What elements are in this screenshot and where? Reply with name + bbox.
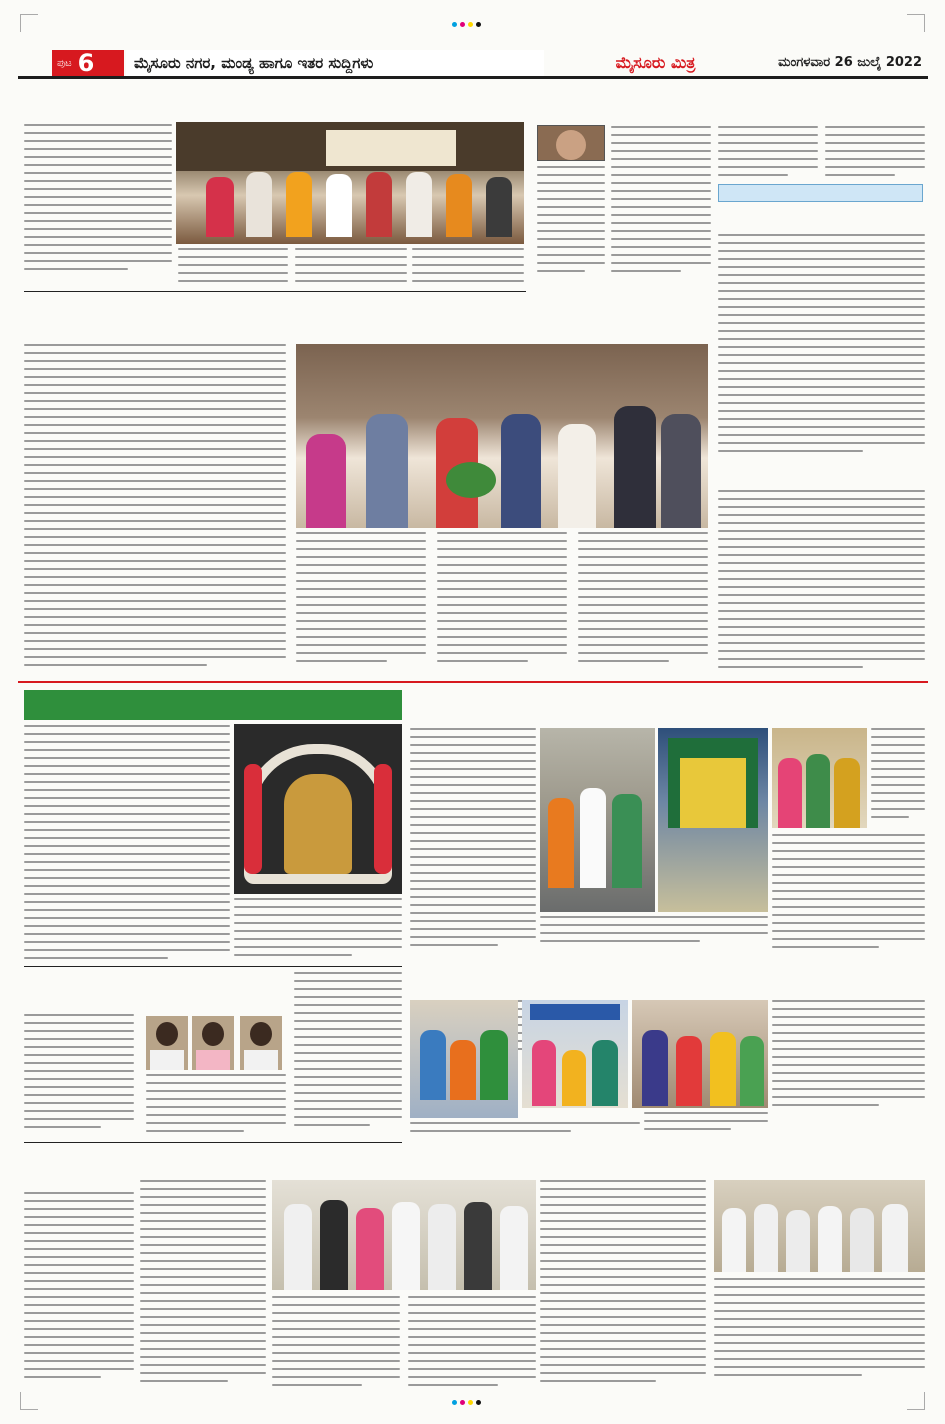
article-1-text-col-3 bbox=[295, 248, 407, 288]
article-7-text-col-2 bbox=[234, 898, 402, 962]
registration-dots bbox=[452, 22, 481, 27]
section-title: ಮೈಸೂರು ನಗರ, ಮಂಡ್ಯ ಹಾಗೂ ಇತರ ಸುದ್ದಿಗಳು bbox=[126, 50, 544, 76]
brand-logo: ಮೈಸೂರು ಮಿತ್ರ bbox=[615, 53, 696, 72]
article-8-photo-1 bbox=[540, 728, 655, 912]
article-12 bbox=[24, 1146, 134, 1188]
divider bbox=[24, 1142, 402, 1143]
crop-mark bbox=[20, 14, 38, 32]
article-1-text-col-2 bbox=[178, 248, 288, 288]
crop-mark bbox=[907, 1392, 925, 1410]
article-11-photo-3 bbox=[632, 1000, 768, 1108]
student-photo-2 bbox=[192, 1016, 234, 1070]
article-2-text-col-0 bbox=[537, 166, 605, 290]
article-11-photo-1 bbox=[410, 1000, 518, 1118]
crop-mark bbox=[20, 1392, 38, 1410]
article-headline bbox=[293, 296, 711, 338]
article-2-text-col-2 bbox=[718, 126, 818, 184]
dateline: ಮಂಗಳವಾರ 26 ಜುಲೈ 2022 bbox=[778, 55, 922, 70]
article-13-text-col-1 bbox=[140, 1180, 266, 1388]
article-8-caption bbox=[540, 916, 768, 960]
masthead bbox=[18, 47, 928, 79]
continued-banner bbox=[718, 184, 923, 202]
article-5 bbox=[293, 296, 711, 340]
article-13 bbox=[140, 1146, 536, 1176]
page-number: 6 bbox=[77, 49, 95, 77]
registration-dots bbox=[452, 1400, 481, 1405]
article-7-text-col-1 bbox=[24, 725, 230, 961]
article-14-text-col-1 bbox=[540, 1180, 706, 1388]
student-photo-3 bbox=[240, 1016, 282, 1070]
article-11-photo-2 bbox=[522, 1000, 628, 1108]
article-headline bbox=[718, 206, 925, 228]
article-8-text-col-3 bbox=[772, 834, 925, 960]
article-10-text bbox=[294, 972, 402, 1138]
article-7-banner bbox=[24, 690, 402, 720]
article-5-photo bbox=[296, 344, 708, 528]
article-14-text-col-2 bbox=[714, 1278, 925, 1388]
article-4 bbox=[24, 296, 286, 340]
article-13-photo bbox=[272, 1180, 536, 1290]
article-headline bbox=[24, 86, 526, 120]
article-headline bbox=[718, 462, 925, 484]
article-11-text-col-3 bbox=[644, 1112, 768, 1140]
article-7-photo bbox=[234, 724, 402, 894]
article-9 bbox=[24, 970, 286, 1012]
article-2-text-col-1 bbox=[611, 126, 711, 290]
article-11-caption bbox=[410, 1122, 640, 1140]
article-14 bbox=[540, 1146, 925, 1176]
article-headline bbox=[24, 970, 286, 1010]
article-1-photo bbox=[176, 122, 524, 244]
article-8-photo-3 bbox=[772, 728, 867, 828]
crop-mark bbox=[907, 14, 925, 32]
article-6 bbox=[718, 462, 925, 486]
article-13-text-col-2 bbox=[272, 1296, 400, 1388]
divider bbox=[24, 291, 526, 292]
article-8 bbox=[408, 686, 925, 724]
article-11 bbox=[410, 966, 925, 996]
article-5-text-col-2 bbox=[437, 532, 567, 674]
page-number-box bbox=[52, 50, 124, 76]
article-headline bbox=[408, 686, 925, 720]
article-8-text-col-2 bbox=[871, 728, 925, 828]
article-13-text-col-3 bbox=[408, 1296, 536, 1388]
article-headline bbox=[533, 84, 925, 124]
article-headline bbox=[410, 966, 925, 994]
article-2-portrait bbox=[537, 125, 605, 161]
article-11-text-col-2 bbox=[772, 1000, 925, 1118]
divider bbox=[24, 966, 402, 967]
article-5-text-col-3 bbox=[578, 532, 708, 674]
article-9-text-col-2 bbox=[146, 1074, 286, 1138]
article-12-text bbox=[24, 1192, 134, 1388]
article-headline bbox=[540, 1146, 925, 1174]
article-5-text-col-1 bbox=[296, 532, 426, 674]
article-8-photo-2 bbox=[658, 728, 768, 912]
section-divider bbox=[18, 681, 928, 683]
article-headline bbox=[24, 296, 286, 338]
article-6-text bbox=[718, 490, 925, 674]
article-1-text-col-4 bbox=[412, 248, 524, 288]
student-photo-1 bbox=[146, 1016, 188, 1070]
article-1-text-col-1 bbox=[24, 124, 172, 286]
page-label: ಪುಟ bbox=[57, 57, 72, 69]
article-8-text-col-1 bbox=[410, 728, 536, 960]
article-9-text-col-1 bbox=[24, 1014, 134, 1138]
article-2-text-col-3 bbox=[825, 126, 925, 184]
article-2 bbox=[533, 84, 925, 124]
article-3-text bbox=[718, 234, 925, 456]
article-headline bbox=[24, 1146, 134, 1186]
article-headline bbox=[140, 1146, 536, 1174]
article-4-text bbox=[24, 344, 286, 674]
article-3 bbox=[718, 206, 925, 232]
article-14-photo bbox=[714, 1180, 925, 1272]
